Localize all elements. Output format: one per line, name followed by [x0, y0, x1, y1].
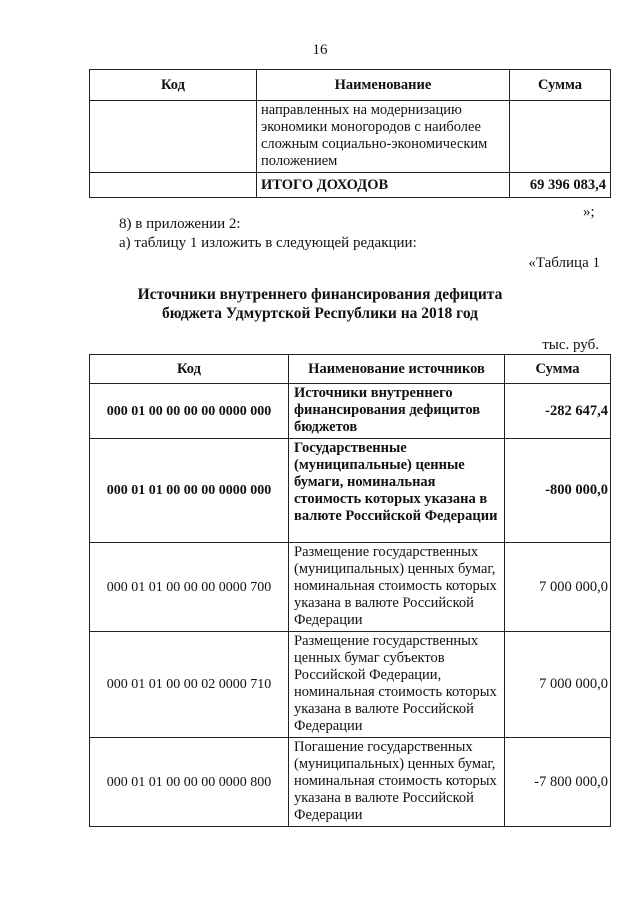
item-8-text: 8) в приложении 2:: [119, 216, 241, 232]
item-a-text: а) таблицу 1 изложить в следующей редакции:: [119, 235, 417, 251]
units-label: тыс. руб.: [542, 337, 599, 353]
header-sum: Сумма: [505, 355, 611, 384]
table-row: [90, 384, 611, 439]
cell-sum: [510, 101, 611, 173]
closing-quote-mark: »;: [583, 204, 595, 220]
cell-name: Размещение государственных (муниципальных) ценных бумаг, номинальная стоимость которых указана в валюте Российской Федерации: [289, 543, 505, 632]
header-code: Код: [90, 355, 289, 384]
cell-sum: 7 000 000,0: [505, 632, 611, 738]
cell-name: Источники внутреннего финансирования дефицитов бюджетов: [289, 384, 505, 439]
total-row: [90, 173, 611, 198]
header-name: Наименование источников: [289, 355, 505, 384]
cell-code: [90, 173, 257, 198]
cell-code: 000 01 01 00 00 00 0000 000: [90, 439, 289, 543]
table-label: «Таблица 1: [528, 255, 600, 271]
cell-name: Государственные (муниципальные) ценные бумаги, номинальная стоимость которых указана в валюте Российской Федерации: [289, 439, 505, 543]
header-code: Код: [90, 70, 257, 101]
financing-sources-table: [89, 354, 611, 827]
total-label: ИТОГО ДОХОДОВ: [257, 173, 510, 198]
page-number: 16: [312, 42, 328, 58]
total-sum: 69 396 083,4: [510, 173, 611, 198]
cell-sum: -800 000,0: [505, 439, 611, 543]
table-row: [90, 439, 611, 543]
cell-name: Размещение государственных ценных бумаг субъектов Российской Федерации, номинальная стоимость которых указана в валюте Российской Федерации: [289, 632, 505, 738]
table-row: [90, 101, 611, 173]
table-row: [90, 543, 611, 632]
table-title-line-2: бюджета Удмуртской Республики на 2018 год: [162, 305, 478, 322]
cell-code: 000 01 00 00 00 00 0000 000: [90, 384, 289, 439]
cell-name: Погашение государственных (муниципальных) ценных бумаг, номинальная стоимость которых указана в валюте Российской Федерации: [289, 738, 505, 827]
cell-code: [90, 101, 257, 173]
header-sum: Сумма: [510, 70, 611, 101]
table-row: [90, 738, 611, 827]
cell-sum: -7 800 000,0: [505, 738, 611, 827]
cell-code: 000 01 01 00 00 00 0000 800: [90, 738, 289, 827]
table-title-line-1: Источники внутреннего финансирования дефицита: [137, 286, 503, 303]
cell-sum: -282 647,4: [505, 384, 611, 439]
table-header-row: [90, 70, 611, 101]
header-name: Наименование: [257, 70, 510, 101]
cell-name: направленных на модернизацию экономики моногородов с наиболее сложным социально-экономическим положением: [257, 101, 510, 173]
table-header-row: [90, 355, 611, 384]
cell-code: 000 01 01 00 00 00 0000 700: [90, 543, 289, 632]
income-table-continuation: [89, 69, 611, 198]
table-row: [90, 632, 611, 738]
cell-sum: 7 000 000,0: [505, 543, 611, 632]
cell-code: 000 01 01 00 00 02 0000 710: [90, 632, 289, 738]
